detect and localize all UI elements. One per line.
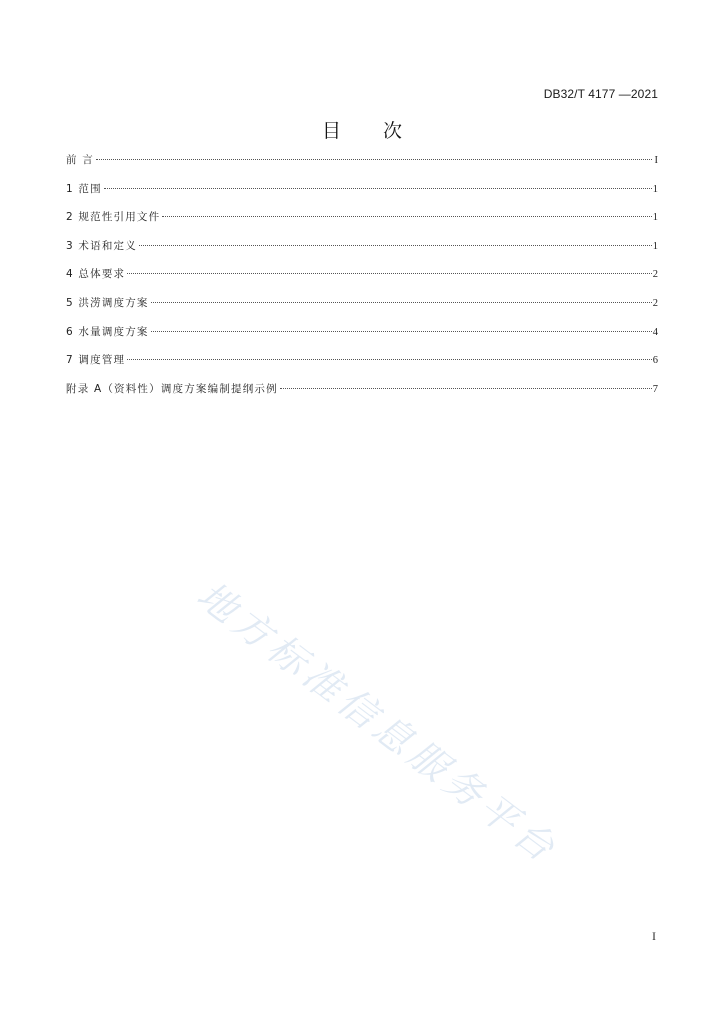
- toc-entry-label: 4 总体要求: [66, 268, 126, 281]
- page-number: I: [652, 929, 656, 943]
- toc-entry-page: 6: [652, 355, 658, 367]
- toc-entry-label: 6 水量调度方案: [66, 325, 149, 338]
- toc-entry-page: 2: [652, 297, 658, 309]
- toc-entry-scope[interactable]: [66, 179, 658, 208]
- toc-entry-general-requirements[interactable]: [66, 264, 658, 293]
- toc-entry-label: 前 言: [66, 154, 94, 166]
- toc-entry-normative-references[interactable]: [66, 207, 658, 236]
- toc-entry-terms-definitions[interactable]: [66, 236, 658, 265]
- toc-entry-label: 1 范围: [66, 182, 102, 195]
- toc-entry-dispatch-management[interactable]: [66, 350, 658, 379]
- toc-dot-leader: [104, 188, 652, 189]
- table-of-contents: [66, 150, 658, 407]
- toc-entry-page: 1: [652, 212, 658, 224]
- toc-entry-page: 1: [652, 183, 658, 195]
- toc-dot-leader: [151, 331, 652, 332]
- toc-dot-leader: [127, 359, 652, 360]
- toc-dot-leader: [280, 388, 652, 389]
- toc-entry-label: 附录 A（资料性）调度方案编制提纲示例: [66, 382, 278, 395]
- standard-code: DB32/T 4177 —2021: [543, 87, 658, 101]
- toc-entry-page: 2: [652, 269, 658, 281]
- toc-entry-label: 5 洪涝调度方案: [66, 296, 149, 309]
- toc-entry-page: 1: [652, 240, 658, 252]
- toc-entry-page: 7: [652, 383, 658, 395]
- page-title: 目 次: [321, 120, 421, 142]
- toc-dot-leader: [151, 302, 652, 303]
- toc-entry-water-dispatch-plan[interactable]: [66, 322, 658, 351]
- toc-entry-label: 7 调度管理: [66, 354, 126, 367]
- toc-entry-foreword[interactable]: [66, 150, 658, 179]
- toc-entry-appendix-a[interactable]: [66, 379, 658, 408]
- toc-entry-flood-dispatch-plan[interactable]: [66, 293, 658, 322]
- toc-dot-leader: [96, 159, 652, 160]
- toc-entry-page: I: [654, 155, 658, 166]
- toc-dot-leader: [139, 245, 652, 246]
- toc-dot-leader: [127, 273, 652, 274]
- toc-entry-label: 3 术语和定义: [66, 239, 137, 252]
- toc-entry-label: 2 规范性引用文件: [66, 211, 161, 224]
- watermark: 地方标准信息服务平台: [188, 572, 567, 873]
- toc-entry-page: 4: [652, 326, 658, 338]
- toc-dot-leader: [162, 216, 651, 217]
